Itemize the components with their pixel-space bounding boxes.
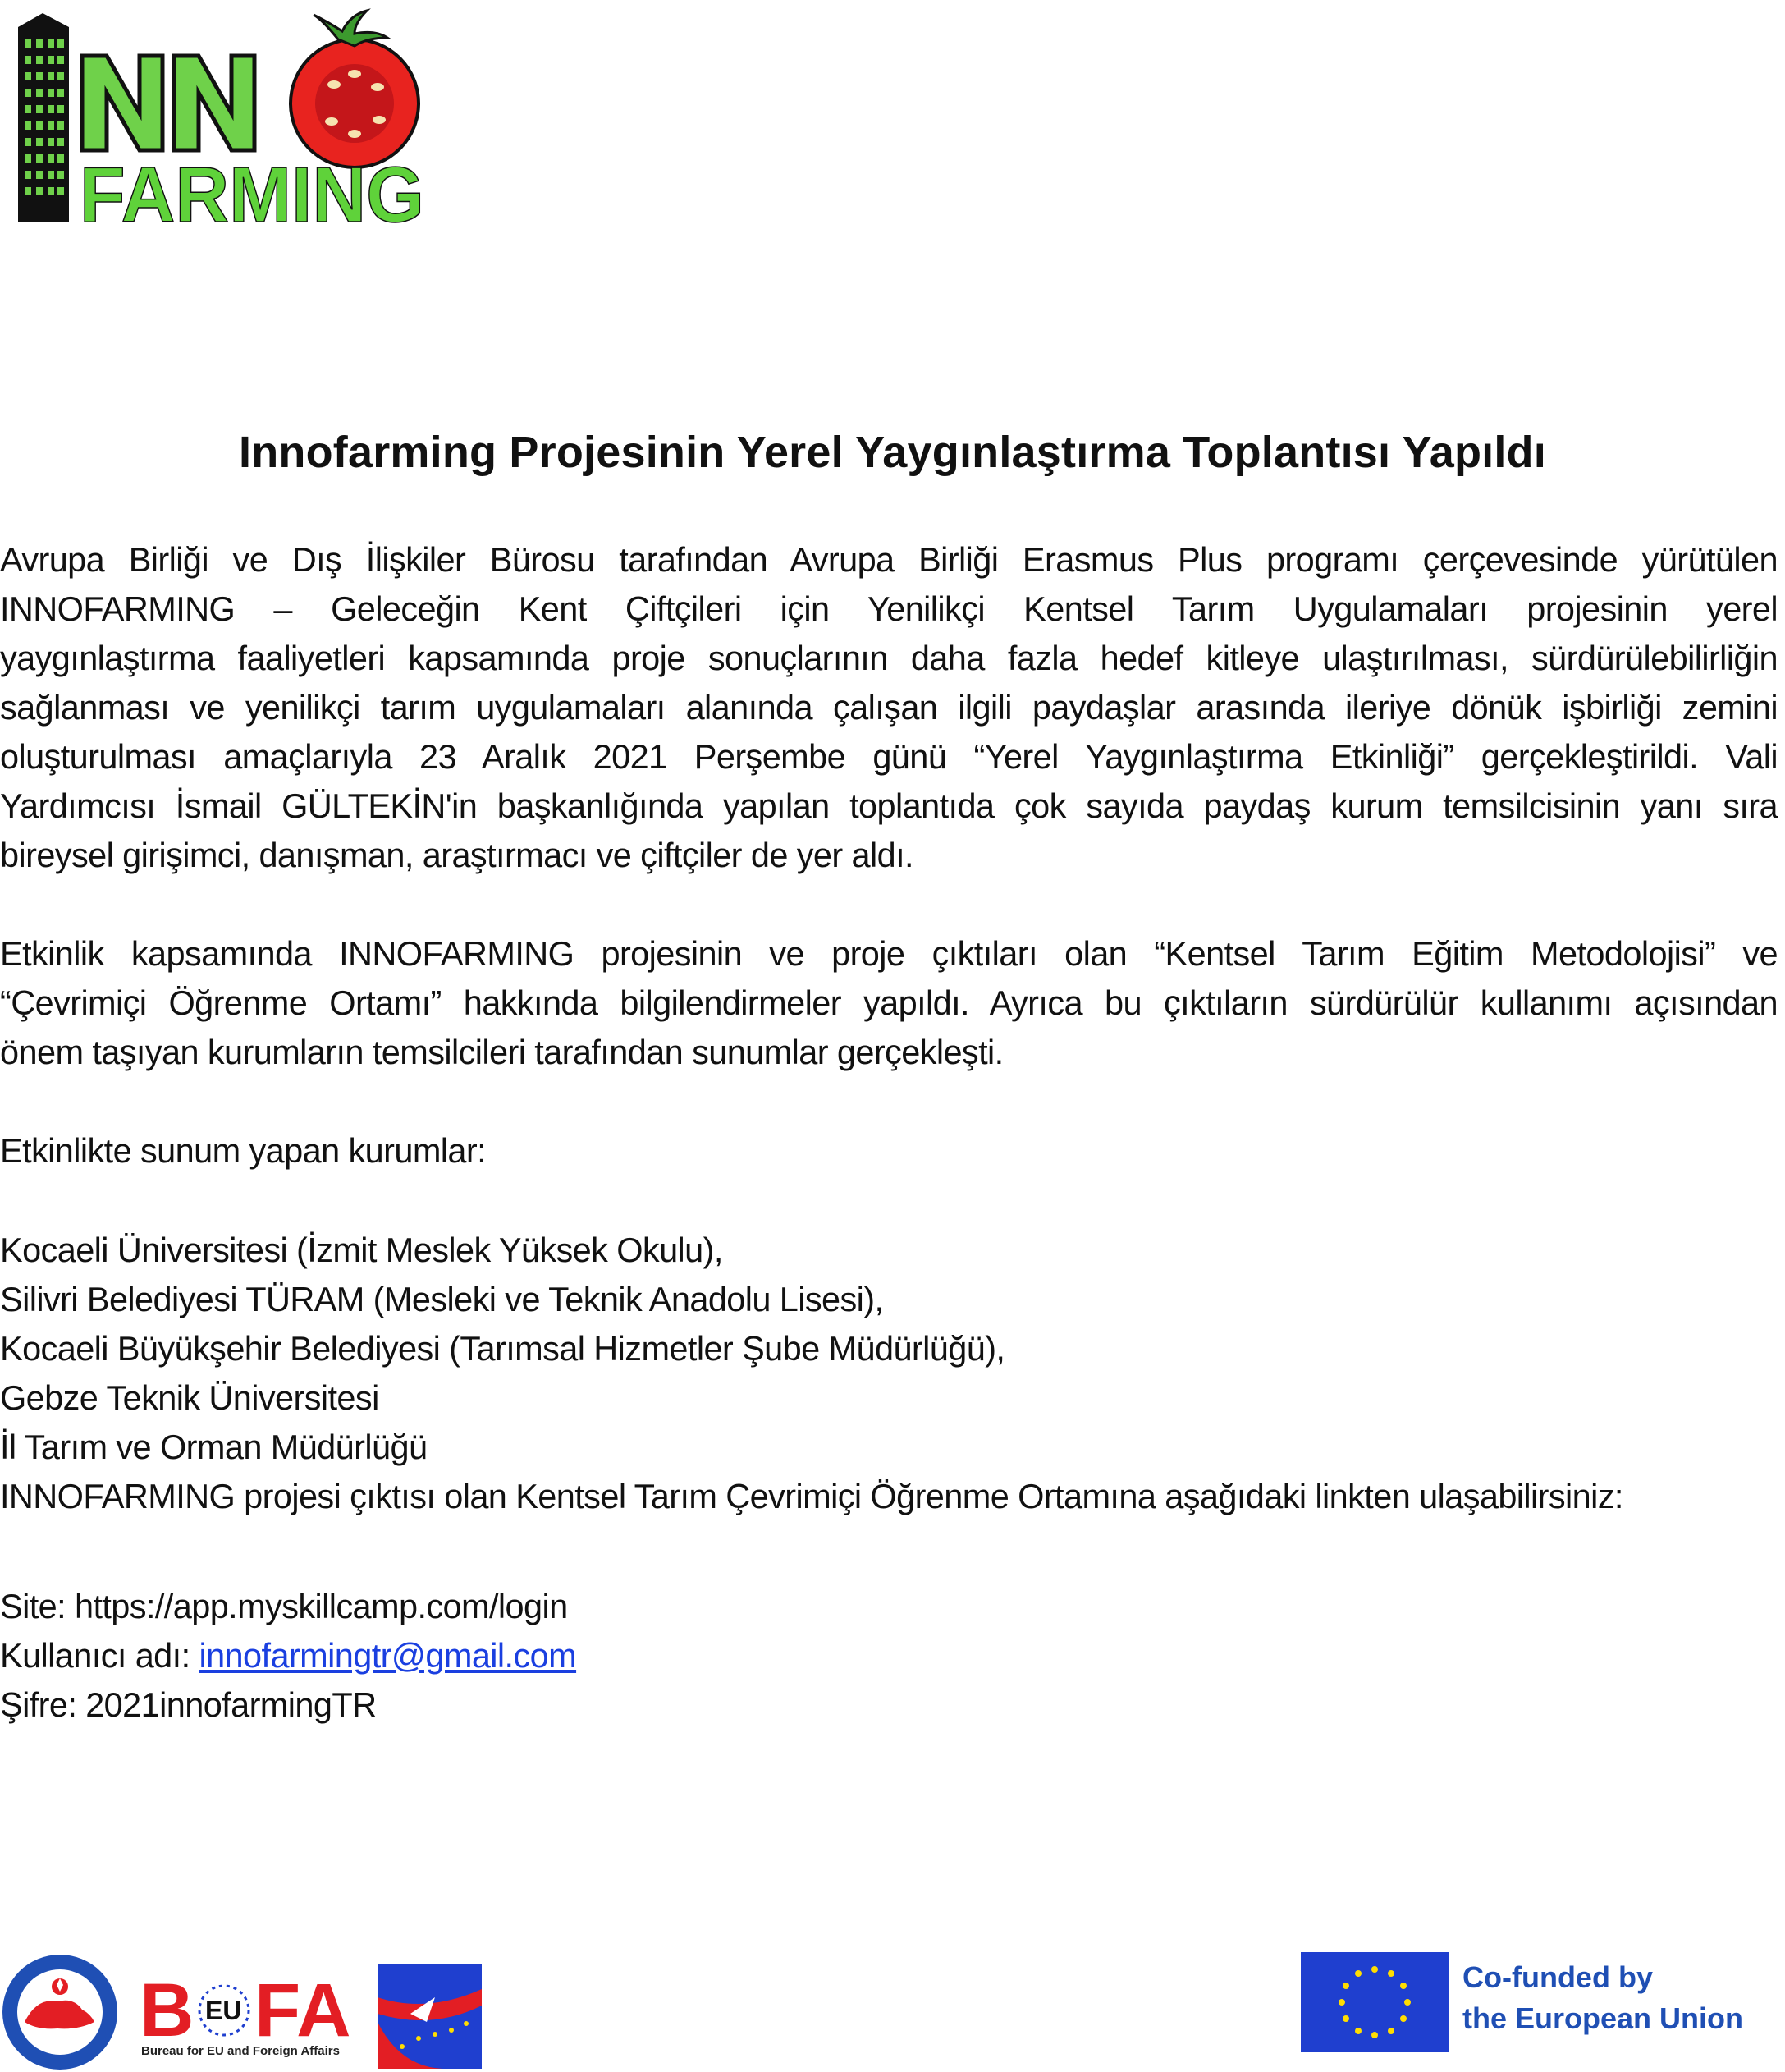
site-url: Site: https://app.myskillcamp.com/login	[0, 1587, 568, 1625]
eu-flag-icon	[1301, 1952, 1449, 2052]
presenters-intro: Etkinlikte sunum yapan kurumlar:	[0, 1131, 487, 1170]
kocaeli-valiligi-seal-icon	[0, 1952, 120, 2072]
svg-text:FARMING: FARMING	[80, 151, 424, 228]
paragraph-line: yaygınlaştırma faaliyetleri kapsamında proje sonuçlarının daha fazla hedef kitleye ulaştırılması, sürdürülebilirliğin	[0, 639, 1778, 677]
tomato-icon	[291, 11, 419, 167]
svg-text:EU: EU	[205, 1996, 242, 2025]
eu-cofunded-line-1: Co-funded by	[1462, 1960, 1653, 1994]
eu-cofunded-line-2: the European Union	[1462, 2001, 1743, 2035]
paragraph-line: bireysel girişimci, danışman, araştırmacı ve çiftçiler de yer aldı.	[0, 836, 913, 874]
svg-text:FA: FA	[254, 1969, 351, 2052]
list-item: Kocaeli Büyükşehir Belediyesi (Tarımsal Hizmetler Şube Müdürlüğü),	[0, 1329, 1005, 1368]
password-line: Şifre: 2021innofarmingTR	[0, 1685, 377, 1724]
credentials	[0, 1582, 1778, 1730]
paragraph-line: INNOFARMING – Geleceğin Kent Çiftçileri için Yenilikçi Kentsel Tarım Uygulamaları projesinin yerel	[0, 589, 1778, 628]
list-item: Silivri Belediyesi TÜRAM (Mesleki ve Teknik Anadolu Lisesi),	[0, 1280, 884, 1318]
paragraph-line: sağlanması ve yenilikçi tarım uygulamaları alanında çalışan ilgili paydaşlar arasında ileriye dönük işbirliği zemini	[0, 688, 1778, 727]
username-line	[0, 1631, 1778, 1680]
paragraph-line: Yardımcısı İsmail GÜLTEKİN'in başkanlığında yapılan toplantıda çok sayıda paydaş kurum temsilcisinin yanı sıra	[0, 786, 1778, 825]
paragraph-line: önem taşıyan kurumların temsilcileri tarafından sunumlar gerçekleşti.	[0, 1033, 1004, 1071]
paragraph-line: “Çevrimiçi Öğrenme Ortamı” hakkında bilgilendirmeler yapıldı. Ayrıca bu çıktıların sürdürülür kullanımı açısından	[0, 983, 1778, 1022]
email-link[interactable]: innofarmingtr@gmail.com	[199, 1636, 577, 1675]
username-label: Kullanıcı adı:	[0, 1636, 199, 1675]
svg-text:B: B	[140, 1969, 195, 2052]
presenters-list	[0, 1226, 1778, 1521]
paragraph-line: oluşturulması amaçlarıyla 23 Aralık 2021 Perşembe günü “Yerel Yaygınlaştırma Etkinliği” gerçekleştirildi. Vali	[0, 737, 1778, 776]
article-title: Innofarming Projesinin Yerel Yaygınlaştırma Toplantısı Yapıldı	[239, 428, 1546, 477]
paragraph-line: Etkinlik kapsamında INNOFARMING projesinin ve proje çıktıları olan “Kentsel Tarım Eğitim Metodolojisi” ve	[0, 934, 1778, 973]
blue-flag-emblem-icon	[378, 1964, 482, 2069]
list-item: INNOFARMING projesi çıktısı olan Kentsel Tarım Çevrimiçi Öğrenme Ortamına aşağıdaki linkten ulaşabilirsiniz:	[0, 1477, 1623, 1515]
list-item: Kocaeli Üniversitesi (İzmit Meslek Yüksek Okulu),	[0, 1231, 723, 1269]
list-item: İl Tarım ve Orman Müdürlüğü	[0, 1428, 428, 1466]
article-paragraph-2	[0, 929, 1778, 1077]
paragraph-line: Avrupa Birliği ve Dış İlişkiler Bürosu tarafından Avrupa Birliği Erasmus Plus programı çerçevesinde yürütülen	[0, 540, 1778, 579]
article-paragraph-1	[0, 535, 1778, 880]
beufa-subtitle: Bureau for EU and Foreign Affairs	[141, 2044, 340, 2058]
innofarming-logo	[10, 7, 437, 228]
skyscraper-icon	[18, 13, 69, 222]
list-item: Gebze Teknik Üniversitesi	[0, 1378, 379, 1417]
